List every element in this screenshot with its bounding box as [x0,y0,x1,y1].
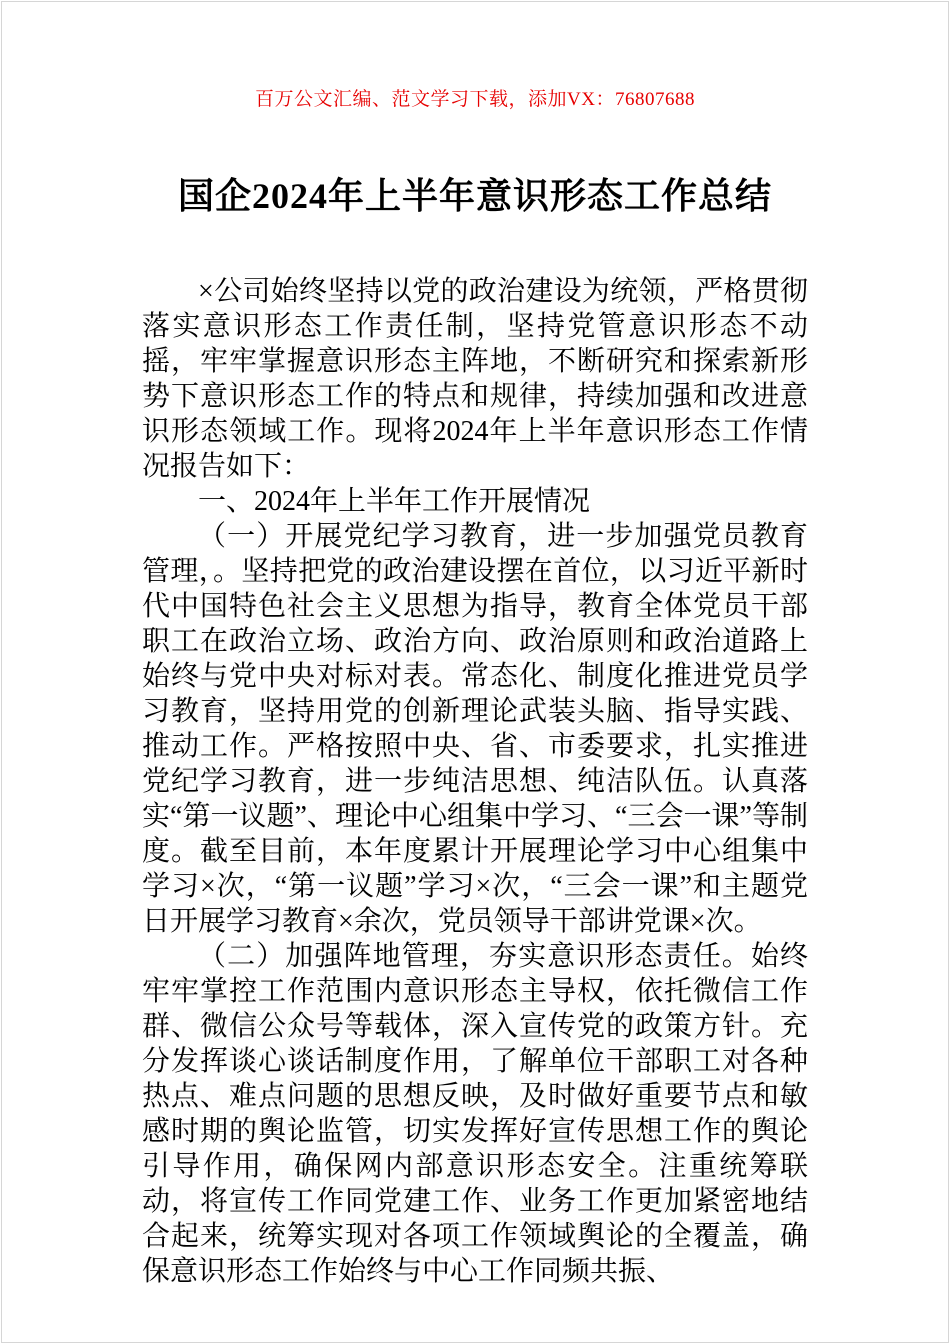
paragraph-section-1-item-1: （一）开展党纪学习教育，进一步加强党员教育管理，。坚持把党的政治建设摆在首位，以习近平新时代中国特色社会主义思想为指导，教育全体党员干部职工在政治立场、政治方向、政治原则和政治道路上始终与党中央对标对表。常态化、制度化推进党员学习教育，坚持用党的创新理论武装头脑、指导实践、推动工作。严格按照中央、省、市委要求，扎实推进党纪学习教育，进一步纯洁思想、纯洁队伍。认真落实“第一议题”、理论中心组集中学习、“三会一课”等制度。截至目前，本年度累计开展理论学习中心组集中学习×次，“第一议题”学习×次，“三会一课”和主题党日开展学习教育×余次，党员领导干部讲党课×次。 [142,521,808,938]
promo-banner: 百万公文汇编、范文学习下载，添加VX：76807688 [255,89,695,110]
document-body [142,274,808,1289]
section-heading-1: 一、2024年上半年工作开展情况 [198,486,591,518]
paragraph-intro: ×公司始终坚持以党的政治建设为统领，严格贯彻落实意识形态工作责任制，坚持党管意识形态不动摇，牢牢掌握意识形态主阵地，不断研究和探索新形势下意识形态工作的特点和规律，持续加强和改进意识形态领域工作。现将2024年上半年意识形态工作情况报告如下： [142,276,808,483]
document-title: 国企2024年上半年意识形态工作总结 [177,176,772,216]
document-page [1,1,949,1343]
paragraph-section-1-item-2: （二）加强阵地管理，夯实意识形态责任。始终牢牢掌控工作范围内意识形态主导权，依托微信工作群、微信公众号等载体，深入宣传党的政策方针。充分发挥谈心谈话制度作用，了解单位干部职工对各种热点、难点问题的思想反映，及时做好重要节点和敏感时期的舆论监管，切实发挥好宣传思想工作的舆论引导作用，确保网内部意识形态安全。注重统筹联动，将宣传工作同党建工作、业务工作更加紧密地结合起来，统筹实现对各项工作领域舆论的全覆盖，确保意识形态工作始终与中心工作同频共振、 [142,941,808,1288]
